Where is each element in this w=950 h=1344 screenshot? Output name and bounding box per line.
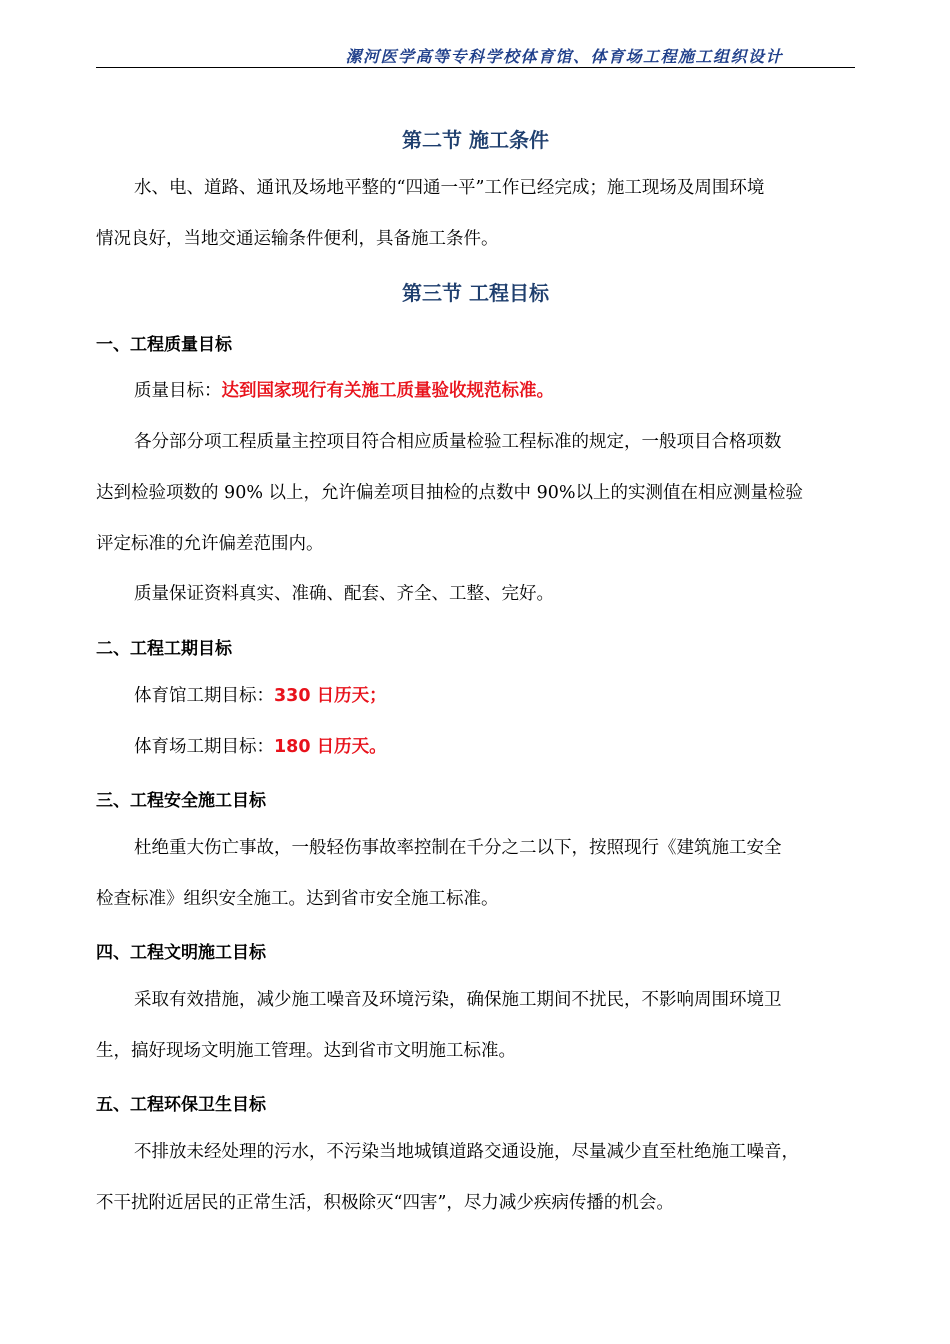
subheading-civilized-goal: 四、工程文明施工目标 — [96, 943, 266, 963]
section-title-project-goals: 第三节 工程目标 — [402, 281, 549, 305]
gym-schedule-line — [134, 684, 387, 708]
paragraph-line: 杜绝重大伤亡事故，一般轻伤事故率控制在千分之二以下，按照现行《建筑施工安全 — [134, 838, 782, 858]
paragraph-line: 不干扰附近居民的正常生活，积极除灭“四害”，尽力减少疾病传播的机会。 — [96, 1193, 674, 1213]
paragraph-line: 采取有效措施，减少施工噪音及环境污染，确保施工期间不扰民，不影响周围环境卫 — [134, 990, 782, 1010]
quality-goal-value: 达到国家现行有关施工质量验收规范标准。 — [221, 381, 554, 401]
quality-goal-label: 质量目标： — [134, 381, 222, 401]
subheading-schedule-goal: 二、工程工期目标 — [96, 639, 232, 659]
running-header: 漯河医学高等专科学校体育馆、体育场工程施工组织设计 — [345, 47, 783, 66]
stadium-schedule-value: 180 日历天。 — [274, 737, 387, 757]
header-divider — [96, 67, 855, 68]
paragraph-line: 不排放未经处理的污水，不污染当地城镇道路交通设施，尽量减少直至杜绝施工噪音， — [134, 1142, 799, 1162]
paragraph-line: 生，搞好现场文明施工管理。达到省市文明施工标准。 — [96, 1041, 516, 1061]
paragraph-line: 水、电、道路、通讯及场地平整的“四通一平”工作已经完成；施工现场及周围环境 — [134, 178, 765, 198]
subheading-quality-goal: 一、工程质量目标 — [96, 335, 232, 355]
paragraph-line: 质量保证资料真实、准确、配套、齐全、工整、完好。 — [134, 584, 554, 604]
gym-schedule-label: 体育馆工期目标： — [134, 686, 274, 706]
paragraph-line: 评定标准的允许偏差范围内。 — [96, 534, 324, 554]
subheading-environment-goal: 五、工程环保卫生目标 — [96, 1095, 266, 1115]
paragraph-line: 各分部分项工程质量主控项目符合相应质量检验工程标准的规定，一般项目合格项数 — [134, 432, 782, 452]
subheading-safety-goal: 三、工程安全施工目标 — [96, 791, 266, 811]
section-title-construction-conditions: 第二节 施工条件 — [402, 128, 549, 152]
stadium-schedule-label: 体育场工期目标： — [134, 737, 274, 757]
paragraph-line: 达到检验项数的 90% 以上，允许偏差项目抽检的点数中 90%以上的实测值在相应测量检验 — [96, 483, 803, 503]
gym-schedule-value: 330 日历天； — [274, 686, 387, 706]
quality-goal-line — [134, 379, 554, 403]
paragraph-line: 检查标准》组织安全施工。达到省市安全施工标准。 — [96, 889, 499, 909]
stadium-schedule-line — [134, 735, 387, 759]
paragraph-line: 情况良好，当地交通运输条件便利，具备施工条件。 — [96, 229, 499, 249]
